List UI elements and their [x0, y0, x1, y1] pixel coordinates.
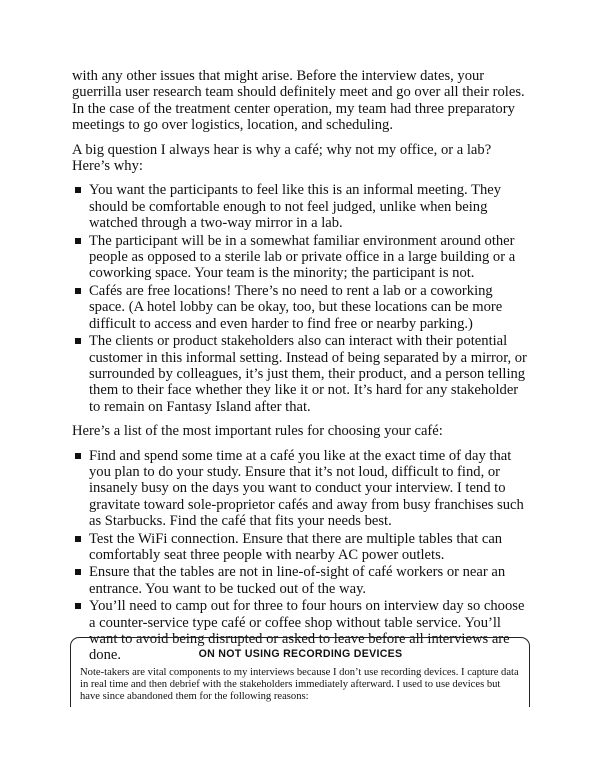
list-item — [72, 531, 530, 564]
list-item-text: The participant will be in a somewhat familiar environment around other people as opposed to a sterile lab or private office in a large building or a coworking space. Your team is the minority; the participant is not. — [89, 232, 516, 282]
why-cafe-list — [72, 182, 530, 415]
list-item-text: You want the participants to feel like this is an informal meeting. They should be comfortable enough to not feel judged, unlike when being watched through a two-way mirror in a lab. — [89, 182, 502, 232]
sidebar-body: Note-takers are vital components to my interviews because I don’t use recording devices. I capture data in real time and then debrief with the stakeholders immediately afterward. I used to use devices but have since abandoned them for the following reasons: — [80, 667, 519, 703]
paragraph-cafe-rules: Here’s a list of the most important rules for choosing your café: — [72, 423, 443, 440]
cafe-rules-list — [72, 448, 530, 664]
list-item — [72, 233, 530, 282]
list-item — [72, 564, 530, 597]
list-item — [72, 283, 530, 332]
square-bullet-icon — [75, 536, 81, 542]
square-bullet-icon — [75, 603, 81, 609]
square-bullet-icon — [75, 288, 81, 294]
square-bullet-icon — [75, 453, 81, 459]
paragraph-interview-prep: with any other issues that might arise. Before the interview dates, your guerrilla user research team should definitely meet and go over all their roles. In the case of the treatment center operation, my team had three preparatory meetings to go over logistics, location, and scheduling. — [72, 68, 525, 134]
paragraph-why-cafe: A big question I always hear is why a café; why not my office, or a lab? Here’s why: — [72, 141, 492, 175]
sidebar-title: ON NOT USING RECORDING DEVICES — [198, 648, 403, 660]
list-item — [72, 182, 530, 231]
list-item-text: The clients or product stakeholders also can interact with their potential customer in this informal setting. Instead of being separated by a mirror, or surrounded by colleagues, it’s just them, their product, and a person telling them to their face whether they like it or not. It’s hard for any stakeholder to remain on Fantasy Island after that. — [89, 333, 527, 415]
square-bullet-icon — [75, 569, 81, 575]
square-bullet-icon — [75, 238, 81, 244]
list-item-text: Test the WiFi connection. Ensure that there are multiple tables that can comfortably seat three people with nearby AC power outlets. — [89, 530, 503, 563]
list-item-text: Find and spend some time at a café you like at the exact time of day that you plan to do your study. Ensure that it’s not loud, difficult to find, or insanely busy on the days you want to conduct your interview. I tend to gravitate toward sole-proprietor cafés and away from busy franchises such as Starbucks. Find the café that fits your needs best. — [89, 447, 524, 530]
list-item-text: You’ll need to camp out for three to four hours on interview day so choose a counter-service type café or coffee shop without table service. You’ll want to avoid being disrupted or asked to leave before all interviews are done. — [89, 598, 525, 664]
list-item-text: Ensure that the tables are not in line-of-sight of café workers or near an entrance. You want to be tucked out of the way. — [89, 564, 506, 597]
list-item-text: Cafés are free locations! There’s no need to rent a lab or a coworking space. (A hotel lobby can be okay, too, but these locations can be more difficult to access and even harder to find free or nearby parking.) — [89, 282, 503, 332]
sidebar-box — [70, 637, 530, 707]
page-body — [72, 68, 530, 664]
square-bullet-icon — [75, 187, 81, 193]
list-item — [72, 448, 530, 530]
square-bullet-icon — [75, 338, 81, 344]
list-item — [72, 333, 530, 415]
